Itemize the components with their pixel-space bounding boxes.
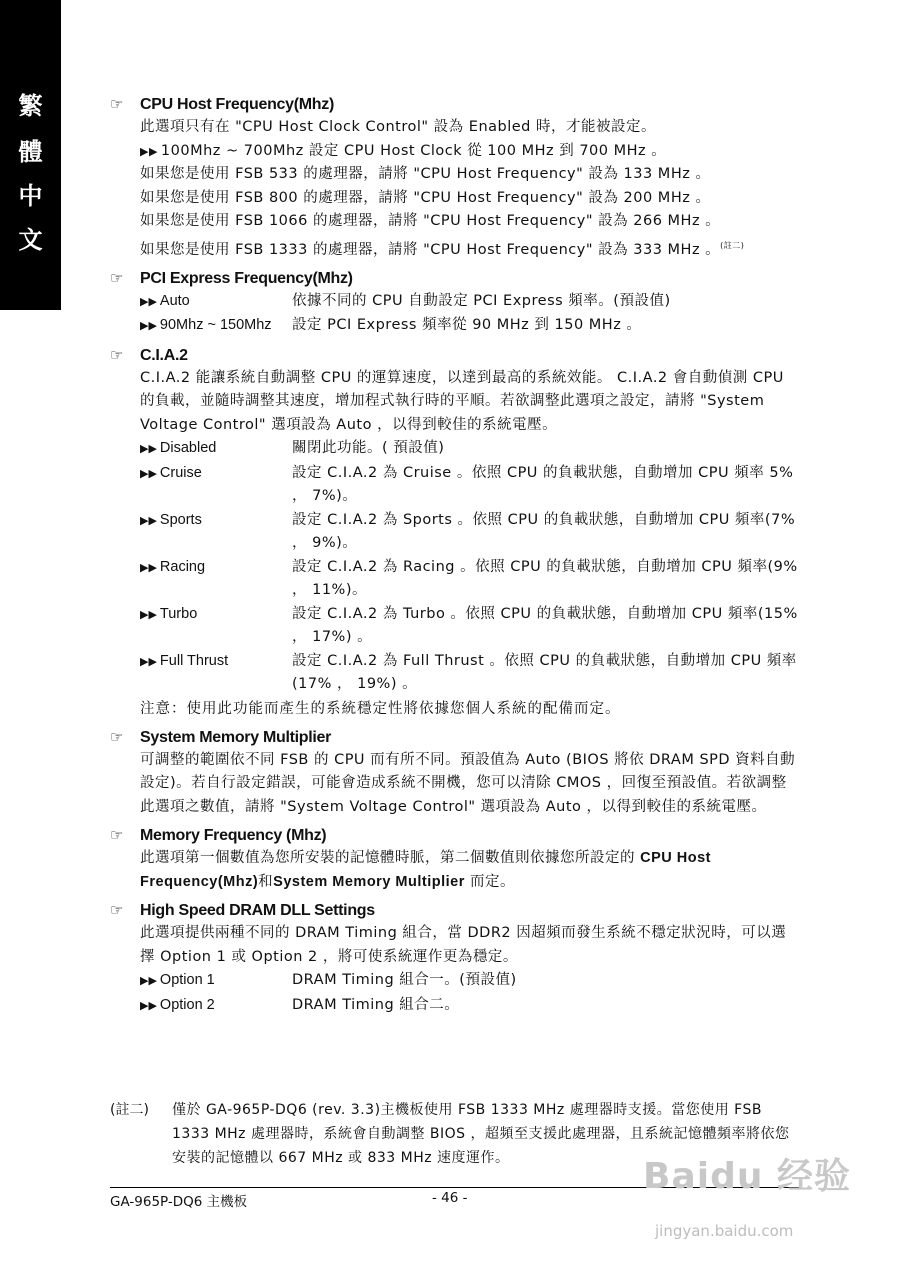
option-key: 90Mhz ~ 150Mhz [159,317,272,334]
baidu-watermark-logo: Baidu 经验 [643,1156,852,1197]
option-text: 100Mhz ~ 700Mhz 設定 CPU Host Clock 從 100 MHz 到 700 MHz 。 [160,142,667,159]
side-tab-char: 中 [18,181,43,210]
double-arrow-icon: ▶▶ [140,295,157,308]
option-description: DRAM Timing 組合一。(預設值) [292,972,517,989]
option-key: Auto [159,292,190,309]
option-description: 設定 C.I.A.2 為 Racing 。依照 CPU 的負載狀態，自動增加 CPU 頻率(9% ， 11%)。 [292,558,798,599]
section-paragraph: C.I.A.2 能讓系統自動調整 CPU 的運算速度，以達到最高的系統效能。 C.I.A.2 會自動偵測 CPU 的負載，並隨時調整其速度，增加程式執行時的平順。若欲調整此選項之設定，請將 "System Voltage Control" 選項設為 Auto ，以得到較佳的系統電壓。 [140,369,784,433]
section-heading [110,900,800,922]
footer-model: GA-965P-DQ6 主機板 [110,1194,248,1210]
option-key: Option 1 [159,972,215,989]
section-system-memory-multiplier [110,727,800,820]
section-pci-express-frequency [110,268,800,339]
section-title: High Speed DRAM DLL Settings [140,902,375,920]
double-arrow-icon: ▶▶ [140,655,157,668]
option-description: 設定 C.I.A.2 為 Full Thrust 。依照 CPU 的負載狀態，自動增加 CPU 頻率(17% ， 19%) 。 [292,652,797,693]
double-arrow-icon: ▶▶ [140,443,157,456]
option-row [140,969,800,994]
double-arrow-icon: ▶▶ [140,514,157,527]
option-row [140,556,800,603]
section-heading [110,825,800,847]
option-description: 設定 C.I.A.2 為 Cruise 。依照 CPU 的負載狀態，自動增加 CPU 頻率 5% ， 7%)。 [292,464,794,505]
section-heading [110,727,800,749]
section-heading [110,345,800,367]
option-description: DRAM Timing 組合二。 [292,996,460,1013]
option-description: 設定 PCI Express 頻率從 90 MHz 到 150 MHz 。 [292,317,642,334]
option-key: Option 2 [159,996,215,1013]
option-key: Full Thrust [159,652,229,669]
section-cia2 [110,345,800,721]
option-key: Cruise [159,464,202,481]
option-key: Racing [159,558,206,575]
double-arrow-icon: ▶▶ [140,144,158,158]
paragraph-line: 如果您是使用 FSB 1066 的處理器，請將 "CPU Host Frequency" 設為 266 MHz 。 [140,213,721,229]
option-row [140,437,800,462]
section-title: C.I.A.2 [140,346,188,364]
paragraph-line: 此選項只有在 "CPU Host Clock Control" 設為 Enabled 時，才能被設定。 [140,119,656,135]
double-arrow-icon: ▶▶ [140,999,157,1012]
pointing-hand-icon: ☞ [110,346,124,364]
double-arrow-icon: ▶▶ [140,467,157,480]
footnote-text: 僅於 GA-965P-DQ6 (rev. 3.3)主機板使用 FSB 1333 MHz 處理器時支援。當您使用 FSB 1333 MHz 處理器時，系統會自動調整 BIOS ，超頻至支援此處理器，且系統記憶體頻率將依您安裝的記憶體以 667 MHz 或 833 MHz 速度運作。 [172,1102,790,1166]
double-arrow-icon: ▶▶ [140,320,157,333]
watermark-url: jingyan.baidu.com [655,1222,794,1240]
section-paragraph: 可調整的範圍依不同 FSB 的 CPU 而有所不同。預設值為 Auto (BIOS 將依 DRAM SPD 資料自動設定)。若自行設定錯誤，可能會造成系統不開機，您可以清除 CMOS ，回復至預設值。若欲調整此選項之數值，請將 "System Voltage Control" 選項設為 Auto ，以得到較佳的系統電壓。 [140,751,796,815]
pointing-hand-icon: ☞ [110,96,124,113]
option-row [140,509,800,556]
pointing-hand-icon: ☞ [110,827,124,845]
option-row [140,314,800,339]
side-tab-char: 體 [18,137,43,166]
paragraph-line: 如果您是使用 FSB 800 的處理器，請將 "CPU Host Frequency" 設為 200 MHz 。 [140,189,711,206]
page-content [110,94,800,1024]
section-heading [110,268,800,290]
section-title: PCI Express Frequency(Mhz) [140,269,353,287]
section-title: Memory Frequency (Mhz) [140,827,327,845]
section-cpu-host-frequency [110,94,800,262]
paragraph-text: 和 [258,873,274,890]
option-row [140,603,800,650]
option-description: 設定 C.I.A.2 為 Turbo 。依照 CPU 的負載狀態，自動增加 CPU 頻率(15% ， 17%) 。 [292,605,798,646]
option-row [140,994,800,1019]
option-key: Sports [159,511,202,528]
pointing-hand-icon: ☞ [110,269,124,287]
double-arrow-icon: ▶▶ [140,561,157,574]
side-tab-char: 繁 [18,91,43,120]
option-key: Turbo [159,605,198,622]
footnote-tag: (註二) [110,1102,149,1118]
option-description: 設定 C.I.A.2 為 Sports 。依照 CPU 的負載狀態，自動增加 CPU 頻率(7% ， 9%)。 [292,511,796,552]
section-memory-frequency [110,825,800,894]
double-arrow-icon: ▶▶ [140,608,157,621]
section-dram-dll-settings [110,900,800,1018]
paragraph-text: 此選項第一個數值為您所安裝的記憶體時脈，第二個數值則依據您所設定的 [140,850,641,867]
footnote-reference: (註二) [720,240,745,250]
section-paragraph: 此選項提供兩種不同的 DRAM Timing 組合，當 DDR2 因超頻而發生系統不穩定狀況時，可以選擇 Option 1 或 Option 2 ，將可使系統運作更為穩定。 [140,925,787,965]
page-number: - 46 - [432,1190,468,1206]
section-heading [110,94,800,116]
option-row [140,462,800,509]
pointing-hand-icon: ☞ [110,902,124,920]
paragraph-line [140,234,800,262]
paragraph-text: 如果您是使用 FSB 1333 的處理器，請將 "CPU Host Frequency" 設為 333 MHz 。 [140,241,721,258]
option-line [140,140,800,164]
pointing-hand-icon: ☞ [110,728,124,746]
option-row [140,290,800,315]
side-tab-char: 文 [18,225,43,254]
option-row [140,650,800,697]
section-title: CPU Host Frequency(Mhz) [140,96,334,113]
option-key: Disabled [159,440,217,457]
bold-term: CPU Host Frequency(Mhz) [140,850,711,890]
notice-text: 注意：使用此功能而產生的系統穩定性將依據您個人系統的配備而定。 [140,700,621,717]
option-description: 依據不同的 CPU 自動設定 PCI Express 頻率。(預設值) [292,292,671,309]
paragraph-line: 如果您是使用 FSB 533 的處理器，請將 "CPU Host Frequency" 設為 133 MHz 。 [140,166,711,182]
language-side-tab [0,0,61,310]
paragraph-text: 而定。 [464,873,515,890]
section-title: System Memory Multiplier [140,728,332,746]
section-paragraph [140,847,800,894]
double-arrow-icon: ▶▶ [140,975,157,988]
option-description: 關閉此功能。( 預設值) [292,440,445,457]
bold-term: System Memory Multiplier [273,873,465,890]
